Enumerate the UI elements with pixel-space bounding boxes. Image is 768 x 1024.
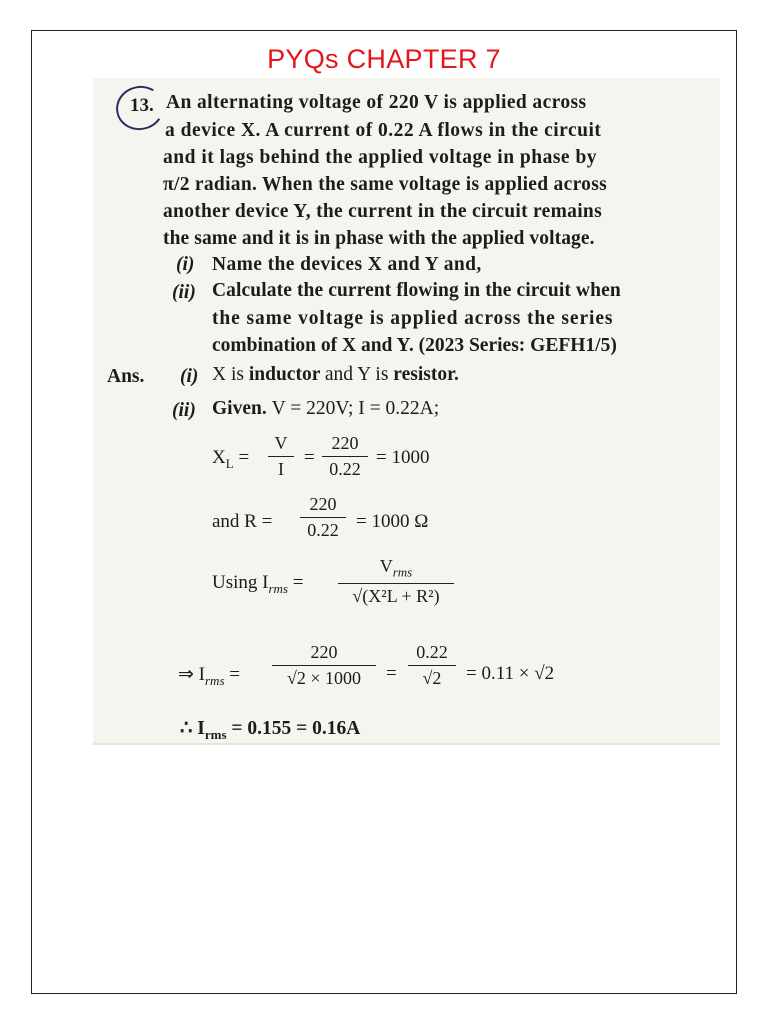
xl-fraction-vi: $\frac{V}{I}$ [268, 433, 294, 480]
part-i-label: (i) [176, 254, 195, 275]
given-line [212, 398, 439, 420]
answer-i-y: and Y is [324, 364, 389, 385]
part-ii-line-2: the same voltage is applied across the series [212, 308, 614, 329]
answer-i-inductor: inductor [248, 364, 320, 385]
part-ii-line-3: combination of X and Y. (2023 Series: GEFH1/5) [212, 335, 617, 356]
part-i-text: Name the devices X and Y and, [212, 254, 482, 275]
given-word: Given. [212, 398, 267, 419]
part-ii-label: (ii) [172, 282, 196, 303]
question-line-1: An alternating voltage of 220 V is applied across [166, 92, 587, 113]
irms-fraction-2: $\frac{0.22}{√2}$ [408, 642, 456, 689]
r-lhs: and R = [212, 511, 273, 532]
given-values: V = 220V; I = 0.22A; [271, 398, 440, 419]
irms-lhs: ⇒ $I_{rms}$ = [178, 664, 240, 688]
xl-fraction-values: $\frac{220}{0.22}$ [322, 433, 368, 480]
irms-fraction-1: $\frac{220}{√2 \times 1000}$ [272, 642, 376, 689]
xl-lhs: $X_L$ = [212, 447, 250, 471]
answer-i-resistor: resistor. [393, 364, 459, 385]
using-formula-fraction: $V_{rms}$ √(X²L + R²) [338, 556, 454, 607]
part-ii-line-1: Calculate the current flowing in the circuit when [212, 280, 621, 301]
question-line-6: the same and it is in phase with the applied voltage. [163, 228, 595, 249]
question-number: 13. [130, 95, 154, 116]
page-title: PYQs CHAPTER 7 [267, 44, 501, 74]
answer-label: Ans. [107, 366, 145, 387]
answer-i-x: X is [212, 364, 244, 385]
answer-ii-label: (ii) [172, 400, 196, 421]
scan-edge [93, 743, 720, 745]
answer-i-text [212, 364, 459, 386]
final-answer: ∴ $I_{rms} = 0.155 = 0.16A$ [180, 718, 361, 742]
xl-equals: = [304, 447, 315, 468]
xl-result: = 1000 [376, 447, 430, 468]
answer-i-label: (i) [180, 366, 199, 387]
irms-equals: = [386, 663, 397, 684]
irms-result: = 0.11 × √2 [466, 663, 555, 684]
question-line-5: another device Y, the current in the circuit remains [163, 201, 602, 222]
question-line-4: π/2 radian. When the same voltage is applied across [163, 174, 607, 195]
r-result: = 1000 Ω [356, 511, 429, 532]
question-line-2: a device X. A current of 0.22 A flows in the circuit [165, 120, 602, 141]
question-line-3: and it lags behind the applied voltage in phase by [163, 147, 598, 168]
r-fraction: $\frac{220}{0.22}$ [300, 494, 346, 541]
using-formula-lhs: Using $I_{rms}$ = [212, 572, 304, 596]
